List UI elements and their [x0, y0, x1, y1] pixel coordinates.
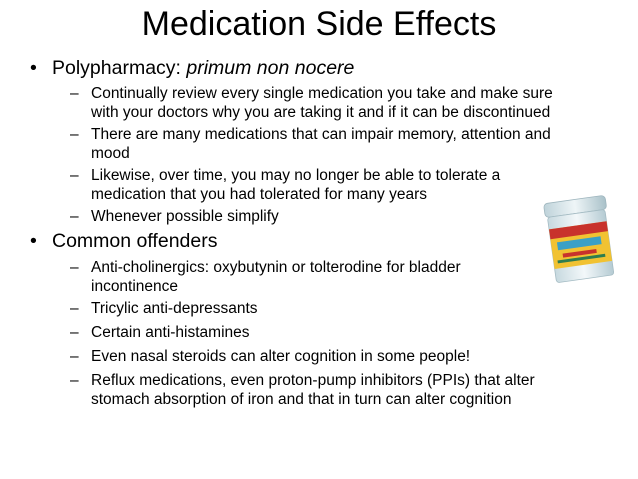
dash-char: –: [70, 259, 79, 276]
sub-item-line: Continually review every single medication you take and make sure: [91, 85, 553, 102]
sub-item-line: Anti-cholinergics: oxybutynin or tolterodine for bladder: [91, 259, 461, 276]
sub-item-line: Certain anti-histamines: [91, 324, 250, 341]
bullet-label: Common offenders: [52, 230, 218, 252]
dash-char: –: [70, 324, 79, 341]
sub-item-line: Even nasal steroids can alter cognition in some people!: [91, 348, 471, 365]
sub-item-line: Whenever possible simplify: [91, 208, 279, 225]
dash-char: –: [70, 167, 79, 184]
bullet-polypharmacy: [30, 56, 354, 80]
sub-item-line: medication that you had tolerated for many years: [91, 186, 428, 203]
sub-item-line: Tricylic anti-depressants: [91, 300, 258, 317]
dash-char: –: [70, 85, 79, 102]
dash-char: –: [70, 348, 79, 365]
bullet-char: •: [30, 57, 37, 79]
sub-item-line: Reflux medications, even proton-pump inhibitors (PPIs) that alter: [91, 372, 535, 389]
dash-char: –: [70, 372, 79, 389]
bullet-label-italic: primum non nocere: [186, 57, 355, 79]
sub-item-line: There are many medications that can impair memory, attention and: [91, 126, 551, 143]
sub-item-line: Likewise, over time, you may no longer be able to tolerate a: [91, 167, 501, 184]
dash-char: –: [70, 126, 79, 143]
medication-bottle-image: [541, 195, 621, 287]
sub-item-line: with your doctors why you are taking it and if it can be discontinued: [91, 104, 551, 121]
dash-char: –: [70, 300, 79, 317]
bullet-common-offenders: [30, 229, 217, 253]
slide-title: Medication Side Effects: [141, 5, 497, 43]
sub-item-line: stomach absorption of iron and that in turn can alter cognition: [91, 391, 512, 408]
dash-char: –: [70, 208, 79, 225]
bullet-char: •: [30, 230, 37, 252]
sub-item-line: mood: [91, 145, 130, 162]
bullet-label: Polypharmacy:: [52, 57, 187, 79]
sub-item-line: incontinence: [91, 278, 179, 295]
